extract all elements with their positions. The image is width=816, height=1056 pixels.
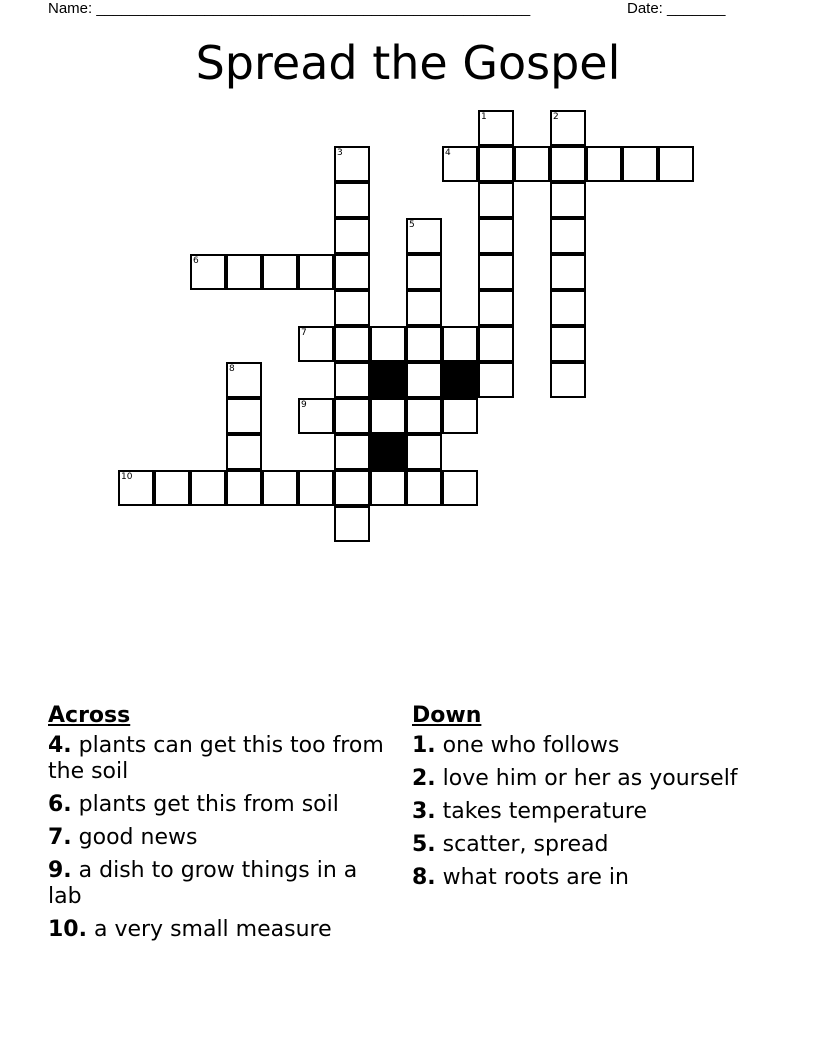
grid-cell[interactable] — [334, 398, 370, 434]
clue-down-1: 1. one who follows — [412, 733, 620, 758]
grid-cell[interactable] — [226, 470, 262, 506]
grid-cell[interactable] — [478, 326, 514, 362]
clue-number-7: 7 — [301, 328, 307, 338]
black-cell — [370, 362, 406, 398]
clue-number-8: 8 — [229, 364, 235, 374]
clue-number-6: 6 — [193, 256, 199, 266]
grid-cell[interactable] — [550, 362, 586, 398]
grid-cell[interactable] — [442, 326, 478, 362]
clue-number-2: 2 — [553, 112, 559, 122]
black-cell — [370, 434, 406, 470]
grid-cell[interactable] — [406, 362, 442, 398]
grid-cell[interactable] — [334, 182, 370, 218]
clue-down-5: 5. scatter, spread — [412, 832, 609, 857]
grid-cell[interactable] — [406, 254, 442, 290]
grid-cell[interactable] — [550, 254, 586, 290]
grid-cell[interactable] — [550, 146, 586, 182]
clue-number-5: 5 — [409, 220, 415, 230]
grid-cell[interactable] — [406, 290, 442, 326]
grid-cell[interactable] — [370, 470, 406, 506]
grid-cell[interactable] — [406, 398, 442, 434]
grid-cell[interactable] — [550, 290, 586, 326]
clue-number-1: 1 — [481, 112, 487, 122]
grid-cell[interactable] — [550, 218, 586, 254]
grid-cell[interactable] — [226, 434, 262, 470]
date-blank[interactable]: _______ — [667, 0, 726, 17]
grid-cell[interactable] — [334, 362, 370, 398]
date-label: Date: — [627, 0, 663, 17]
clue-number-9: 9 — [301, 400, 307, 410]
grid-cell[interactable] — [550, 326, 586, 362]
grid-cell[interactable] — [370, 326, 406, 362]
grid-cell[interactable] — [478, 290, 514, 326]
grid-cell[interactable] — [298, 470, 334, 506]
grid-cell[interactable] — [334, 326, 370, 362]
grid-cell[interactable] — [334, 506, 370, 542]
clue-down-3: 3. takes temperature — [412, 799, 648, 824]
grid-cell[interactable] — [154, 470, 190, 506]
grid-cell[interactable] — [334, 290, 370, 326]
grid-cell[interactable] — [334, 218, 370, 254]
down-heading: Down — [412, 703, 482, 728]
down-clues — [412, 703, 752, 898]
clue-across-6: 6. plants get this from soil — [48, 792, 339, 817]
clue-across-4: 4. plants can get this too from the soil — [48, 733, 384, 784]
clue-number-4: 4 — [445, 148, 451, 158]
grid-cell[interactable] — [514, 146, 550, 182]
clue-number-10: 10 — [121, 472, 133, 482]
grid-cell[interactable] — [334, 470, 370, 506]
grid-cell[interactable] — [550, 182, 586, 218]
grid-cell[interactable] — [622, 146, 658, 182]
grid-cell[interactable] — [478, 362, 514, 398]
grid-cell[interactable] — [298, 254, 334, 290]
name-label: Name: — [48, 0, 93, 17]
grid-cell[interactable] — [370, 398, 406, 434]
clue-number-3: 3 — [337, 148, 343, 158]
name-blank[interactable]: ____________________________________________________ — [96, 0, 531, 17]
clue-across-9: 9. a dish to grow things in a lab — [48, 858, 358, 909]
black-cell — [442, 362, 478, 398]
across-clues — [48, 703, 388, 950]
clue-down-8: 8. what roots are in — [412, 865, 629, 890]
grid-cell[interactable] — [226, 254, 262, 290]
grid-cell[interactable] — [658, 146, 694, 182]
grid-cell[interactable] — [406, 434, 442, 470]
clue-across-10: 10. a very small measure — [48, 917, 332, 942]
grid-cell[interactable] — [190, 470, 226, 506]
grid-cell[interactable] — [334, 434, 370, 470]
grid-cell[interactable] — [262, 254, 298, 290]
grid-cell[interactable] — [478, 254, 514, 290]
grid-cell[interactable] — [442, 470, 478, 506]
grid-cell[interactable] — [226, 398, 262, 434]
grid-cell[interactable] — [262, 470, 298, 506]
grid-cell[interactable] — [334, 254, 370, 290]
grid-cell[interactable] — [442, 398, 478, 434]
grid-cell[interactable] — [406, 326, 442, 362]
clue-across-7: 7. good news — [48, 825, 198, 850]
grid-cell[interactable] — [478, 182, 514, 218]
grid-cell[interactable] — [478, 218, 514, 254]
page-title: Spread the Gospel — [195, 36, 621, 90]
grid-cell[interactable] — [406, 470, 442, 506]
clue-down-2: 2. love him or her as yourself — [412, 766, 738, 791]
grid-cell[interactable] — [586, 146, 622, 182]
across-heading: Across — [48, 703, 131, 728]
grid-cell[interactable] — [478, 146, 514, 182]
